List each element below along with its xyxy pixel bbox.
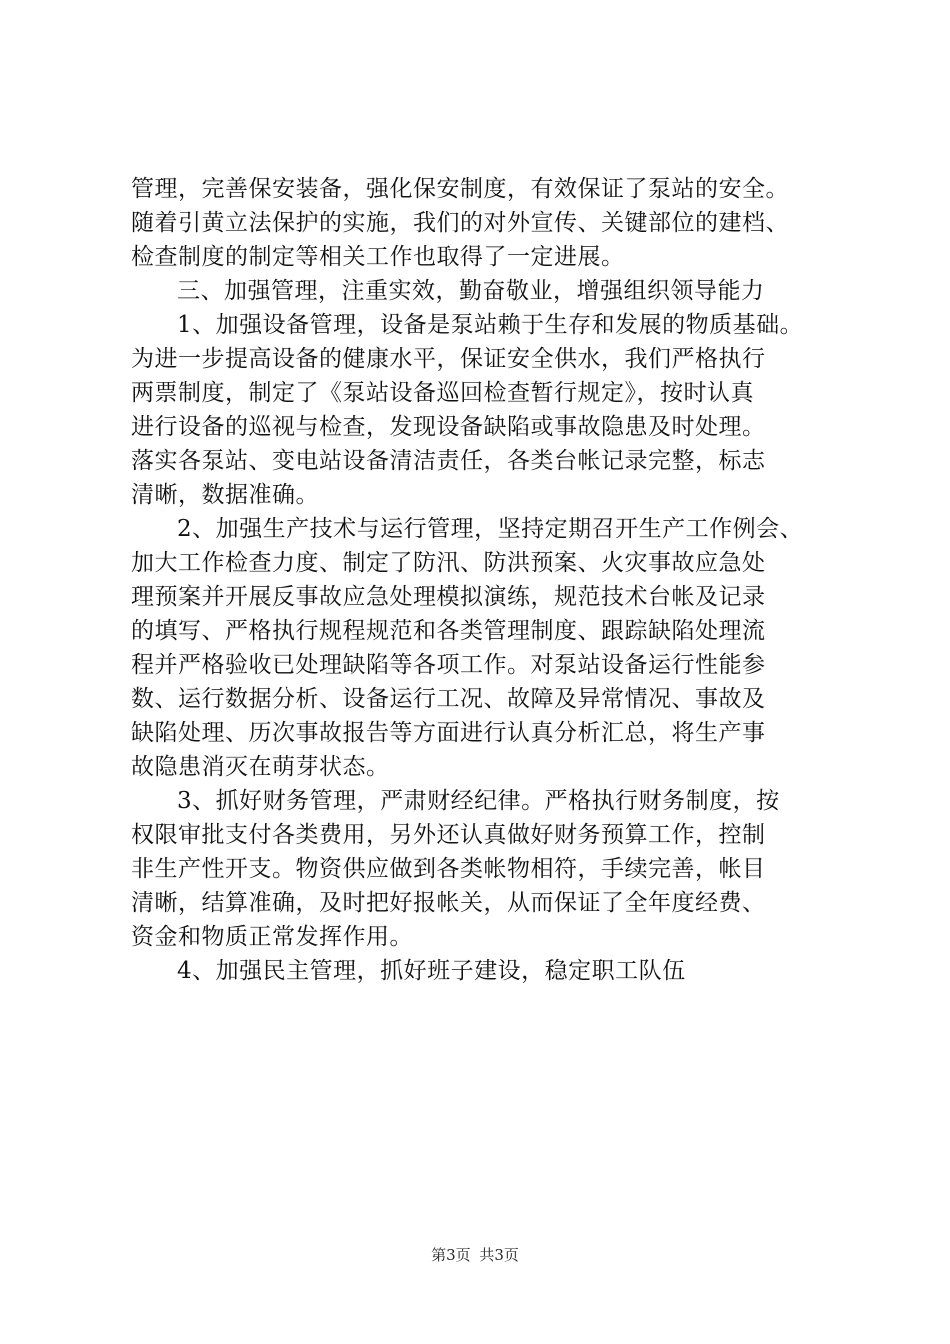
page-footer	[0, 1244, 950, 1265]
paragraph-line: 两票制度，制定了《泵站设备巡回检查暂行规定》，按时认真	[131, 380, 754, 406]
paragraph-line: 3、抓好财务管理，严肃财经纪律。严格执行财务制度，按	[177, 788, 780, 814]
paragraph-line: 加大工作检查力度、制定了防汛、防洪预案、火灾事故应急处	[131, 550, 766, 576]
paragraph-line: 管理，完善保安装备，强化保安制度，有效保证了泵站的安全。	[131, 176, 789, 202]
paragraph-line: 理预案并开展反事故应急处理模拟演练，规范技术台帐及记录	[131, 584, 766, 610]
paragraph-line: 程并严格验收已处理缺陷等各项工作。对泵站设备运行性能参	[131, 652, 766, 678]
paragraph-line: 的填写、严格执行规程规范和各类管理制度、跟踪缺陷处理流	[131, 618, 766, 644]
paragraph-line: 清晰，结算准确，及时把好报帐关，从而保证了全年度经费、	[131, 890, 766, 916]
paragraph-line: 进行设备的巡视与检查，发现设备缺陷或事故隐患及时处理。	[131, 414, 766, 440]
paragraph-line: 为进一步提高设备的健康水平，保证安全供水，我们严格执行	[131, 346, 766, 372]
paragraph-line: 4、加强民主管理，抓好班子建设，稳定职工队伍	[177, 958, 686, 984]
paragraph-line: 故隐患消灭在萌芽状态。	[131, 754, 390, 780]
page-total: 共3页	[479, 1246, 519, 1264]
paragraph-line: 2、加强生产技术与运行管理，坚持定期召开生产工作例会、	[177, 516, 804, 542]
paragraph-line: 资金和物质正常发挥作用。	[131, 924, 413, 950]
paragraph-line: 检查制度的制定等相关工作也取得了一定进展。	[131, 244, 625, 270]
paragraph-line: 数、运行数据分析、设备运行工况、故障及异常情况、事故及	[131, 686, 766, 712]
paragraph-line: 随着引黄立法保护的实施，我们的对外宣传、关键部位的建档、	[131, 210, 789, 236]
paragraph-line: 清晰，数据准确。	[131, 482, 319, 508]
paragraph-line: 缺陷处理、历次事故报告等方面进行认真分析汇总，将生产事	[131, 720, 766, 746]
paragraph-line: 1、加强设备管理，设备是泵站赖于生存和发展的物质基础。	[177, 312, 804, 338]
page-number: 第3页	[431, 1246, 471, 1264]
paragraph-line: 权限审批支付各类费用，另外还认真做好财务预算工作，控制	[131, 822, 766, 848]
paragraph-line: 非生产性开支。物资供应做到各类帐物相符，手续完善，帐目	[131, 856, 766, 882]
paragraph-line: 落实各泵站、变电站设备清洁责任，各类台帐记录完整，标志	[131, 448, 766, 474]
section-heading: 三、加强管理，注重实效，勤奋敬业，增强组织领导能力	[177, 278, 765, 304]
